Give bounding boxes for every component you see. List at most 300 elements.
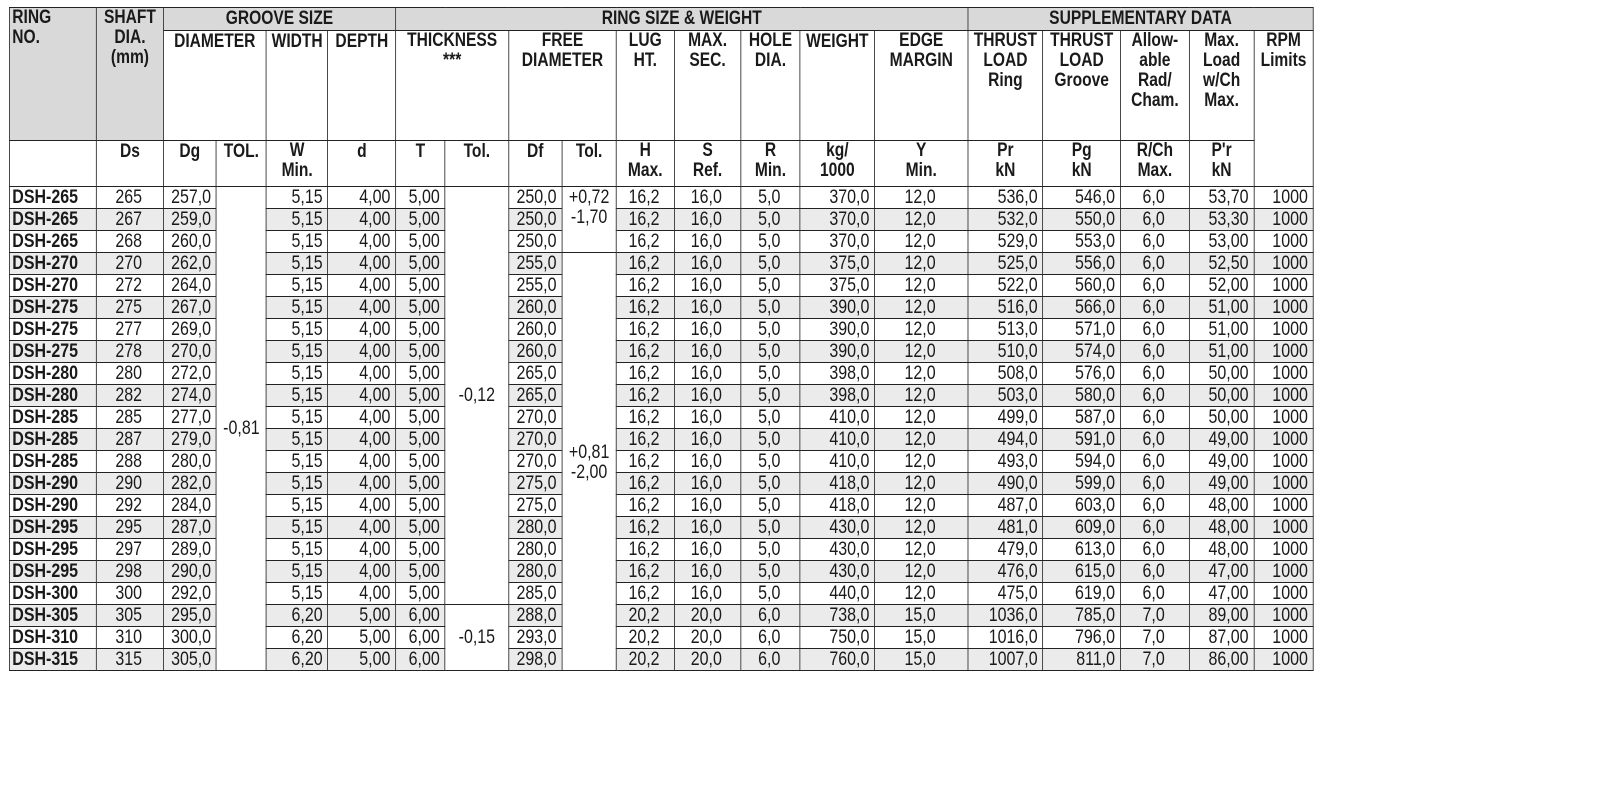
dg-cell: 260,0 [163,231,216,253]
kg-cell: 418,0 [800,495,875,517]
supplementary-header: SUPPLEMENTARY DATA [968,8,1313,31]
w-cell: 5,15 [266,253,328,275]
t-cell: 5,00 [396,341,445,363]
s-cell: 16,0 [674,231,741,253]
df-cell: 270,0 [509,407,562,429]
kg-cell: 418,0 [800,473,875,495]
pg-cell: 613,0 [1043,539,1120,561]
y-cell: 12,0 [875,341,968,363]
w-cell: 5,15 [266,275,328,297]
y-cell: 12,0 [875,209,968,231]
ds-cell: 275 [97,297,163,319]
pg-cell: 560,0 [1043,275,1120,297]
pg-cell: 619,0 [1043,583,1120,605]
w-cell: 5,15 [266,495,328,517]
table-row [9,605,1313,627]
ds-cell: 265 [97,187,163,209]
ring-no-cell: DSH-265 [9,187,96,209]
rch-cell: 6,0 [1120,231,1189,253]
y-cell: 12,0 [875,385,968,407]
rpm-cell: 1000 [1254,253,1313,275]
rch-header: R/Ch Max. [1120,141,1189,187]
ds-header: Ds [97,141,163,187]
pg-cell: 609,0 [1043,517,1120,539]
d-cell: 4,00 [328,341,396,363]
pg-cell: 580,0 [1043,385,1120,407]
d-header: d [328,141,396,187]
ring-no-cell: DSH-275 [9,319,96,341]
pr2-cell: 86,00 [1189,649,1253,671]
pr2-cell: 49,00 [1189,473,1253,495]
t-tol-header: Tol. [445,141,509,187]
pr-cell: 479,0 [968,539,1043,561]
r-cell: 5,0 [741,495,800,517]
w-cell: 5,15 [266,187,328,209]
pr-cell: 529,0 [968,231,1043,253]
ds-cell: 272 [97,275,163,297]
t-cell: 5,00 [396,275,445,297]
kg-cell: 390,0 [800,341,875,363]
pr2-cell: 49,00 [1189,451,1253,473]
dg-cell: 280,0 [163,451,216,473]
weight-header: WEIGHT [800,31,875,141]
dg-cell: 267,0 [163,297,216,319]
table-body [9,187,1313,671]
d-cell: 4,00 [328,473,396,495]
s-header: S Ref. [674,141,741,187]
pr-cell: 475,0 [968,583,1043,605]
ring-no-cell: DSH-305 [9,605,96,627]
kg-cell: 390,0 [800,297,875,319]
df-cell: 280,0 [509,561,562,583]
ds-cell: 305 [97,605,163,627]
table-row [9,231,1313,253]
dg-cell: 277,0 [163,407,216,429]
r-cell: 6,0 [741,627,800,649]
ring-no-cell: DSH-265 [9,231,96,253]
t-header: T [396,141,445,187]
h-cell: 16,2 [616,517,674,539]
h-cell: 16,2 [616,495,674,517]
lug-header: LUG HT. [616,31,674,141]
df-cell: 260,0 [509,319,562,341]
df-cell: 255,0 [509,275,562,297]
w-cell: 5,15 [266,473,328,495]
rch-cell: 6,0 [1120,319,1189,341]
t-cell: 5,00 [396,473,445,495]
kg-cell: 370,0 [800,187,875,209]
ring-spec-table [9,7,1314,671]
df-cell: 288,0 [509,605,562,627]
h-cell: 16,2 [616,407,674,429]
df-cell: 275,0 [509,473,562,495]
r-cell: 5,0 [741,473,800,495]
dg-cell: 305,0 [163,649,216,671]
df-cell: 260,0 [509,341,562,363]
hole-header: HOLE DIA. [741,31,800,141]
y-cell: 15,0 [875,627,968,649]
dg-header: Dg [163,141,216,187]
s-cell: 16,0 [674,561,741,583]
table-row [9,187,1313,209]
y-cell: 12,0 [875,495,968,517]
rpm-cell: 1000 [1254,627,1313,649]
s-cell: 16,0 [674,341,741,363]
df-cell: 250,0 [509,231,562,253]
ds-cell: 298 [97,561,163,583]
h-cell: 16,2 [616,561,674,583]
pr2-cell: 52,00 [1189,275,1253,297]
kg-cell: 760,0 [800,649,875,671]
t-cell: 6,00 [396,649,445,671]
d-cell: 4,00 [328,583,396,605]
h-cell: 16,2 [616,231,674,253]
pr2-cell: 48,00 [1189,539,1253,561]
ring-no-cell: DSH-280 [9,385,96,407]
thickness-tol-cell: -0,15 [445,605,509,671]
t-cell: 5,00 [396,187,445,209]
df-cell: 250,0 [509,187,562,209]
pg-cell: 591,0 [1043,429,1120,451]
rch-cell: 7,0 [1120,627,1189,649]
thickness-header: THICKNESS *** [396,31,509,141]
y-cell: 12,0 [875,517,968,539]
pg-cell: 811,0 [1043,649,1120,671]
r-cell: 5,0 [741,253,800,275]
pr2-cell: 47,00 [1189,561,1253,583]
pr2-cell: 52,50 [1189,253,1253,275]
df-cell: 265,0 [509,385,562,407]
y-cell: 12,0 [875,429,968,451]
df-cell: 270,0 [509,429,562,451]
dg-cell: 282,0 [163,473,216,495]
table-row [9,495,1313,517]
rpm-cell: 1000 [1254,429,1313,451]
dg-cell: 284,0 [163,495,216,517]
ring-no-cell: DSH-285 [9,429,96,451]
w-cell: 6,20 [266,649,328,671]
ds-cell: 278 [97,341,163,363]
df-cell: 255,0 [509,253,562,275]
ds-cell: 282 [97,385,163,407]
dg-cell: 295,0 [163,605,216,627]
table-row [9,385,1313,407]
w-cell: 5,15 [266,517,328,539]
dg-cell: 292,0 [163,583,216,605]
y-cell: 12,0 [875,407,968,429]
rch-cell: 6,0 [1120,275,1189,297]
rpm-cell: 1000 [1254,649,1313,671]
rpm-cell: 1000 [1254,341,1313,363]
ring-no-cell: DSH-295 [9,539,96,561]
kg-cell: 370,0 [800,231,875,253]
t-cell: 5,00 [396,495,445,517]
w-cell: 5,15 [266,429,328,451]
s-cell: 16,0 [674,319,741,341]
ds-cell: 270 [97,253,163,275]
h-cell: 16,2 [616,385,674,407]
t-cell: 5,00 [396,451,445,473]
table-row [9,429,1313,451]
y-cell: 12,0 [875,187,968,209]
rpm-cell: 1000 [1254,561,1313,583]
rpm-cell: 1000 [1254,319,1313,341]
ring-no-cell: DSH-315 [9,649,96,671]
pr2-cell: 48,00 [1189,495,1253,517]
kg-cell: 430,0 [800,561,875,583]
d-cell: 4,00 [328,363,396,385]
kg-cell: 430,0 [800,539,875,561]
r-cell: 6,0 [741,605,800,627]
rch-cell: 6,0 [1120,473,1189,495]
d-cell: 4,00 [328,517,396,539]
pg-cell: 546,0 [1043,187,1120,209]
table-row [9,627,1313,649]
d-cell: 4,00 [328,495,396,517]
rpm-cell: 1000 [1254,209,1313,231]
pr-cell: 508,0 [968,363,1043,385]
rch-cell: 6,0 [1120,253,1189,275]
s-cell: 16,0 [674,517,741,539]
pg-cell: 615,0 [1043,561,1120,583]
ring-no-cell: DSH-275 [9,341,96,363]
d-cell: 4,00 [328,407,396,429]
dg-cell: 274,0 [163,385,216,407]
r-cell: 5,0 [741,539,800,561]
h-cell: 16,2 [616,297,674,319]
pg-cell: 587,0 [1043,407,1120,429]
rch-cell: 6,0 [1120,451,1189,473]
s-cell: 20,0 [674,627,741,649]
rpm-cell: 1000 [1254,407,1313,429]
rch-cell: 7,0 [1120,649,1189,671]
rpm-cell: 1000 [1254,583,1313,605]
pr-cell: 1016,0 [968,627,1043,649]
ring-no-cell: DSH-280 [9,363,96,385]
thrust-ring-header: THRUST LOAD Ring [968,31,1043,141]
t-cell: 5,00 [396,561,445,583]
dg-cell: 259,0 [163,209,216,231]
s-cell: 16,0 [674,253,741,275]
r-cell: 5,0 [741,297,800,319]
kg-cell: 375,0 [800,253,875,275]
table-row [9,275,1313,297]
pg-cell: 785,0 [1043,605,1120,627]
ring-no-header: RING NO. [9,8,96,141]
pr2-cell: 50,00 [1189,385,1253,407]
ds-cell: 287 [97,429,163,451]
pr-cell: 532,0 [968,209,1043,231]
table-row [9,297,1313,319]
s-cell: 16,0 [674,187,741,209]
ring-no-cell: DSH-285 [9,451,96,473]
pg-cell: 576,0 [1043,363,1120,385]
pr2-cell: 51,00 [1189,297,1253,319]
d-cell: 4,00 [328,429,396,451]
table-row [9,517,1313,539]
d-cell: 4,00 [328,539,396,561]
w-header: W Min. [266,141,328,187]
h-cell: 16,2 [616,473,674,495]
table-row [9,583,1313,605]
max-load-header: Max. Load w/Ch Max. [1189,31,1253,141]
d-cell: 4,00 [328,385,396,407]
ds-cell: 267 [97,209,163,231]
s-cell: 16,0 [674,385,741,407]
dg-cell: 269,0 [163,319,216,341]
df-cell: 293,0 [509,627,562,649]
r-cell: 5,0 [741,429,800,451]
kg-cell: 375,0 [800,275,875,297]
h-header: H Max. [616,141,674,187]
w-cell: 5,15 [266,407,328,429]
y-header: Y Min. [875,141,968,187]
rpm-cell: 1000 [1254,517,1313,539]
df-cell: 270,0 [509,451,562,473]
diameter-header: DIAMETER [163,31,266,141]
t-cell: 5,00 [396,363,445,385]
ring-no-cell: DSH-295 [9,561,96,583]
d-cell: 4,00 [328,561,396,583]
y-cell: 12,0 [875,451,968,473]
pg-cell: 599,0 [1043,473,1120,495]
pg-cell: 594,0 [1043,451,1120,473]
pr-cell: 493,0 [968,451,1043,473]
rch-cell: 6,0 [1120,297,1189,319]
h-cell: 16,2 [616,275,674,297]
kg-cell: 398,0 [800,363,875,385]
h-cell: 16,2 [616,187,674,209]
shaft-header: SHAFT DIA. (mm) [97,8,163,141]
t-cell: 6,00 [396,627,445,649]
y-cell: 12,0 [875,231,968,253]
kg-cell: 410,0 [800,429,875,451]
r-cell: 5,0 [741,451,800,473]
rch-cell: 6,0 [1120,363,1189,385]
rpm-header: RPM Limits [1254,31,1313,187]
y-cell: 12,0 [875,275,968,297]
header-symbol-row [9,141,1313,187]
r-cell: 5,0 [741,363,800,385]
pr2-cell: 48,00 [1189,517,1253,539]
pr-cell: 1036,0 [968,605,1043,627]
groove-tol-cell: -0,81 [216,187,266,671]
rpm-cell: 1000 [1254,363,1313,385]
table-row [9,319,1313,341]
h-cell: 16,2 [616,319,674,341]
rch-cell: 6,0 [1120,539,1189,561]
r-cell: 5,0 [741,275,800,297]
r-cell: 5,0 [741,209,800,231]
w-cell: 5,15 [266,385,328,407]
h-cell: 20,2 [616,649,674,671]
rpm-cell: 1000 [1254,495,1313,517]
pg-cell: 553,0 [1043,231,1120,253]
table-row [9,209,1313,231]
w-cell: 5,15 [266,209,328,231]
s-cell: 16,0 [674,275,741,297]
t-cell: 5,00 [396,385,445,407]
dg-cell: 290,0 [163,561,216,583]
s-cell: 16,0 [674,495,741,517]
kg-cell: 370,0 [800,209,875,231]
pr2-cell: 50,00 [1189,407,1253,429]
rch-cell: 6,0 [1120,429,1189,451]
table-row [9,539,1313,561]
table-row [9,451,1313,473]
kg-cell: 440,0 [800,583,875,605]
t-cell: 5,00 [396,209,445,231]
pg-cell: 566,0 [1043,297,1120,319]
pg-cell: 571,0 [1043,319,1120,341]
r-cell: 5,0 [741,561,800,583]
pr-cell: 513,0 [968,319,1043,341]
rch-cell: 6,0 [1120,385,1189,407]
pr-header: Pr kN [968,141,1043,187]
s-cell: 16,0 [674,473,741,495]
pr-cell: 499,0 [968,407,1043,429]
r-cell: 5,0 [741,517,800,539]
df-cell: 280,0 [509,539,562,561]
pg-cell: 574,0 [1043,341,1120,363]
rch-cell: 6,0 [1120,517,1189,539]
kg-cell: 390,0 [800,319,875,341]
pg-header: Pg kN [1043,141,1120,187]
pr2-cell: 49,00 [1189,429,1253,451]
spec-table-container [9,7,1600,671]
s-cell: 16,0 [674,451,741,473]
h-cell: 16,2 [616,429,674,451]
dg-cell: 272,0 [163,363,216,385]
dg-cell: 264,0 [163,275,216,297]
df-cell: 285,0 [509,583,562,605]
h-cell: 20,2 [616,627,674,649]
s-cell: 16,0 [674,407,741,429]
rch-cell: 6,0 [1120,561,1189,583]
r-header: R Min. [741,141,800,187]
t-cell: 5,00 [396,297,445,319]
t-cell: 5,00 [396,319,445,341]
w-cell: 5,15 [266,297,328,319]
ring-no-cell: DSH-295 [9,517,96,539]
s-cell: 16,0 [674,429,741,451]
y-cell: 12,0 [875,297,968,319]
depth-header: DEPTH [328,31,396,141]
rch-cell: 6,0 [1120,495,1189,517]
pg-cell: 556,0 [1043,253,1120,275]
df-cell: 265,0 [509,363,562,385]
table-row [9,363,1313,385]
h-cell: 16,2 [616,341,674,363]
rpm-cell: 1000 [1254,539,1313,561]
ds-cell: 277 [97,319,163,341]
dg-tol-header: TOL. [216,141,266,187]
h-cell: 16,2 [616,253,674,275]
r-cell: 5,0 [741,231,800,253]
ring-no-sub [9,141,96,187]
pr-cell: 481,0 [968,517,1043,539]
s-cell: 20,0 [674,649,741,671]
pr2-header: P'r kN [1189,141,1253,187]
h-cell: 20,2 [616,605,674,627]
y-cell: 15,0 [875,649,968,671]
edge-margin-header: EDGE MARGIN [875,31,968,141]
table-row [9,253,1313,275]
rpm-cell: 1000 [1254,605,1313,627]
dg-cell: 279,0 [163,429,216,451]
rpm-cell: 1000 [1254,297,1313,319]
ds-cell: 280 [97,363,163,385]
